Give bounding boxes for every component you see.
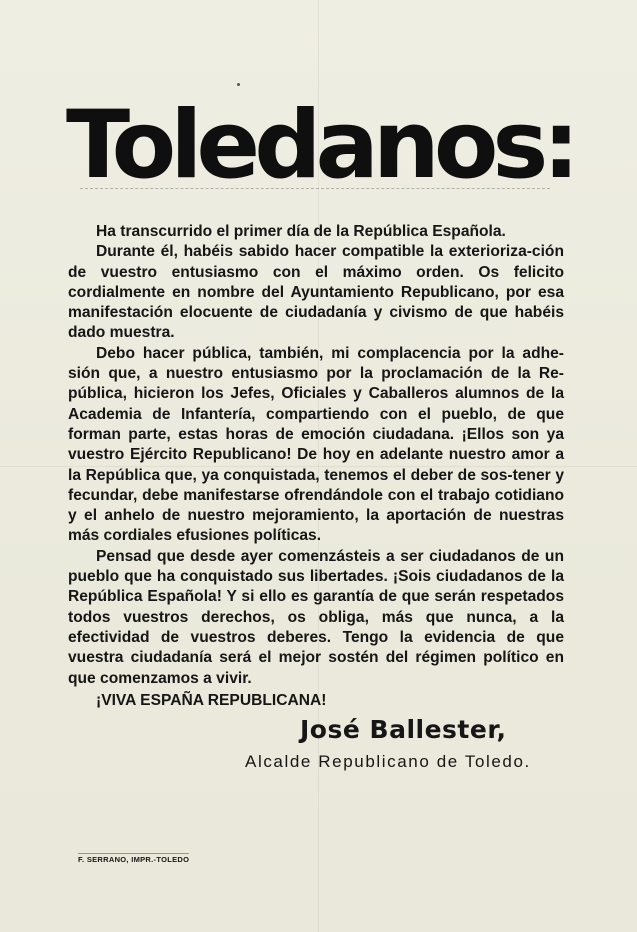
body-paragraph: Ha transcurrido el primer día de la República Española. [96,223,506,240]
signer-role: Alcalde Republicano de Toledo. [245,752,531,771]
signer-name: José Ballester, [300,715,507,744]
body-paragraph: Durante él, habéis sabido hacer compatible la exterioriza-ción de vuestro entusiasmo con el máximo orden. Os felicito cordialmente en nombre del Ayuntamiento Republicano, por esa manifestación elocuente de ciudadanía y civismo de que habéis dado muestra. [68,243,564,342]
printer-imprint: F. SERRANO, IMPR.-TOLEDO [78,855,190,864]
closing-slogan: ¡VIVA ESPAÑA REPUBLICANA! [96,691,327,709]
body-paragraph: Debo hacer pública, también, mi complacencia por la adhe-sión que, a nuestro entusiasmo por la proclamación de la Re-pública, hicieron los Jefes, Oficiales y Caballeros alumnos de la Academia de Infantería, compartiendo con el pueblo, de que forman parte, estas horas de emoción ciudadana. ¡Ellos son ya vuestro Ejército Republicano! De hoy en adelante nuestro amor a la República que, ya conquistada, tenemos el deber de sos-tener y fecundar, debe manifestarse ofrendándole con el trabajo cotidiano y el anhelo de nuestro mejoramiento, la aportación de nuestras más cordiales efusiones políticas. [68,344,564,545]
title-rule [80,188,550,190]
poster-title: Toledanos: [66,91,574,200]
paper-speck [237,83,240,86]
body-paragraph: Pensad que desde ayer comenzásteis a ser ciudadanos de un pueblo que ha conquistado sus libertades. ¡Sois ciudadanos de la República Española! Y si ello es garantía de que serán respetados todos vuestros derechos, os obliga, más que nunca, a la efectividad de vuestros deberes. Tengo la evidencia de que vuestra ciudadanía será el mejor sostén del régimen político en que comenzamos a vivir. [68,547,564,687]
poster-body [68,222,564,711]
